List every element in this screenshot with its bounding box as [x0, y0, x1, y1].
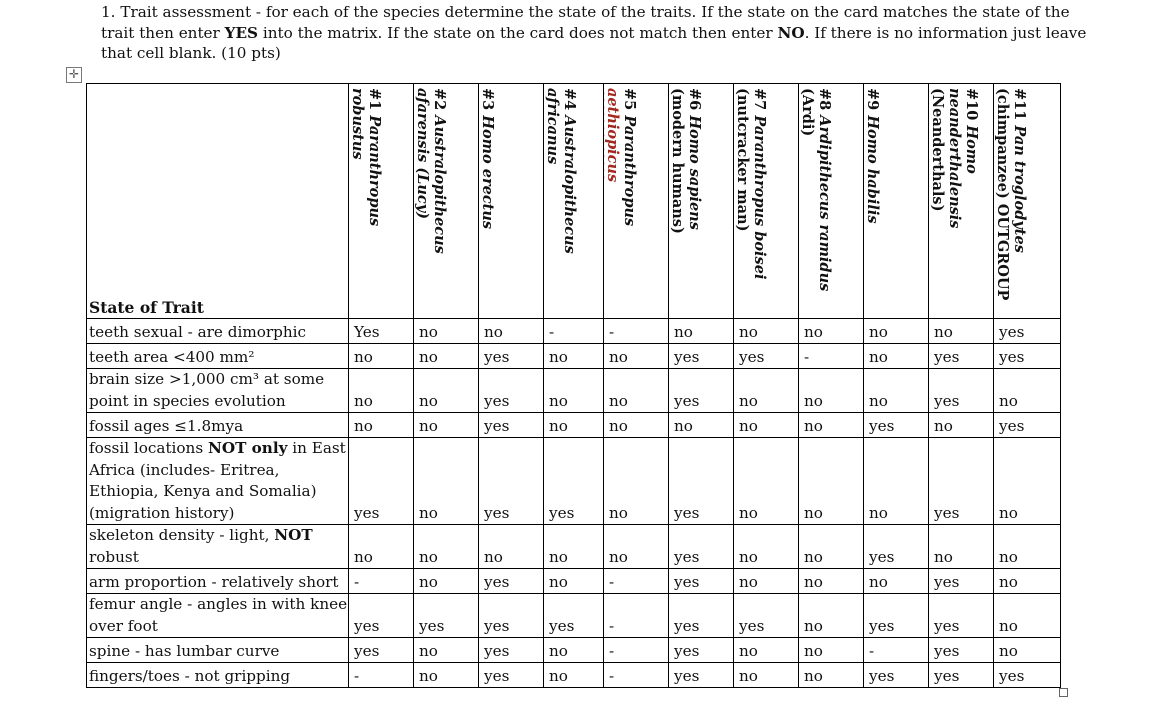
species-header-cell[interactable] — [479, 84, 544, 319]
trait-row — [87, 319, 1061, 344]
trait-row — [87, 594, 1061, 638]
matrix-cell[interactable]: no — [994, 369, 1061, 413]
species-header-label — [479, 84, 500, 314]
matrix-cell[interactable]: yes — [479, 569, 544, 594]
matrix-cell[interactable]: no — [414, 569, 479, 594]
species-id: #1 — [366, 88, 383, 111]
matrix-cell[interactable]: no — [734, 413, 799, 438]
species-header-cell[interactable] — [669, 84, 734, 319]
matrix-cell[interactable]: yes — [479, 369, 544, 413]
species-name-line: neanderthalensis — [946, 88, 963, 229]
trait-label-cell[interactable] — [87, 663, 349, 688]
species-name-line: africanus — [544, 88, 561, 165]
matrix-cell[interactable]: yes — [864, 663, 929, 688]
species-header-cell[interactable] — [604, 84, 669, 319]
matrix-cell[interactable]: no — [734, 525, 799, 569]
matrix-cell[interactable]: yes — [479, 594, 544, 638]
matrix-cell[interactable]: no — [799, 413, 864, 438]
trait-label: fossil ages ≤1.8mya — [89, 416, 244, 435]
matrix-cell[interactable]: yes — [929, 638, 994, 663]
matrix-cell[interactable]: yes — [669, 638, 734, 663]
matrix-cell[interactable]: no — [414, 525, 479, 569]
matrix-cell[interactable]: no — [734, 569, 799, 594]
species-header-label — [604, 84, 642, 314]
instructions-text-a: 1. Trait assessment - for each of the species determine the state of the traits. If the state on the card matches the state of the trait then enter — [101, 3, 1070, 42]
matrix-cell[interactable]: yes — [414, 594, 479, 638]
species-header-label — [669, 84, 707, 314]
matrix-cell[interactable]: no — [479, 525, 544, 569]
species-name-line: Ardipithecus ramidus — [816, 115, 833, 292]
species-name-line: (chimpanzee) OUTGROUP — [994, 88, 1011, 301]
instructions-text-c: . If there is no information just leave that cell blank. (10 pts) — [101, 23, 1087, 62]
matrix-cell[interactable]: - — [799, 344, 864, 369]
matrix-cell[interactable]: no — [929, 319, 994, 344]
species-header-label — [864, 84, 885, 314]
matrix-cell[interactable]: - — [604, 638, 669, 663]
matrix-cell[interactable]: no — [734, 438, 799, 525]
trait-label-cell[interactable] — [87, 413, 349, 438]
matrix-cell[interactable]: - — [604, 569, 669, 594]
trait-label-part: robust — [89, 547, 139, 566]
trait-label-cell[interactable] — [87, 594, 349, 638]
matrix-cell[interactable]: no — [799, 594, 864, 638]
matrix-cell[interactable]: no — [734, 319, 799, 344]
matrix-cell[interactable]: yes — [864, 525, 929, 569]
species-id: #4 — [561, 88, 578, 111]
instructions-yes-word: YES — [224, 23, 259, 42]
species-name-line: Pan troglodytes — [1011, 125, 1028, 253]
matrix-cell[interactable]: yes — [929, 663, 994, 688]
matrix-cell[interactable]: no — [669, 413, 734, 438]
trait-label: fingers/toes - not gripping — [89, 666, 291, 685]
matrix-cell[interactable]: - — [604, 594, 669, 638]
trait-label-cell[interactable] — [87, 569, 349, 594]
matrix-cell[interactable]: no — [544, 369, 604, 413]
matrix-cell[interactable]: no — [479, 319, 544, 344]
species-name-line: (Neanderthals) — [929, 88, 946, 212]
matrix-cell[interactable]: yes — [929, 438, 994, 525]
matrix-cell[interactable]: yes — [544, 594, 604, 638]
trait-row — [87, 569, 1061, 594]
species-name-line: afarensis (Lucy) — [414, 88, 431, 220]
matrix-cell[interactable]: yes — [994, 344, 1061, 369]
matrix-cell[interactable]: no — [994, 594, 1061, 638]
trait-label: teeth area <400 mm² — [89, 347, 255, 366]
matrix-cell[interactable]: no — [799, 638, 864, 663]
trait-label-part: fossil locations — [89, 439, 208, 457]
species-name-line: aethiopicus — [604, 88, 621, 183]
matrix-cell[interactable]: yes — [734, 344, 799, 369]
matrix-cell[interactable]: no — [604, 525, 669, 569]
trait-row — [87, 369, 1061, 413]
species-id: #3 — [479, 88, 496, 111]
matrix-cell[interactable]: yes — [349, 438, 414, 525]
species-id: #7 — [751, 88, 768, 111]
matrix-cell[interactable]: no — [414, 344, 479, 369]
matrix-cell[interactable]: no — [604, 369, 669, 413]
species-header-label — [994, 84, 1032, 314]
matrix-cell[interactable]: no — [864, 438, 929, 525]
matrix-cell[interactable]: no — [349, 525, 414, 569]
matrix-cell[interactable]: no — [799, 663, 864, 688]
species-header-label — [544, 84, 582, 314]
species-header-cell[interactable] — [414, 84, 479, 319]
trait-row — [87, 438, 1061, 525]
matrix-cell[interactable]: no — [544, 663, 604, 688]
trait-row — [87, 344, 1061, 369]
header-row — [87, 84, 1061, 319]
species-header-label — [929, 84, 984, 314]
trait-label-part: NOT only — [207, 439, 288, 457]
matrix-cell[interactable]: yes — [669, 663, 734, 688]
trait-row — [87, 663, 1061, 688]
trait-label: arm proportion - relatively short — [89, 572, 339, 591]
trait-label-cell[interactable] — [87, 638, 349, 663]
matrix-cell[interactable]: no — [734, 638, 799, 663]
matrix-cell[interactable]: no — [799, 369, 864, 413]
species-id: #11 — [1011, 88, 1028, 121]
species-name-line: Homo sapiens — [686, 115, 703, 230]
matrix-cell[interactable]: yes — [349, 594, 414, 638]
matrix-cell[interactable]: yes — [864, 594, 929, 638]
matrix-cell[interactable]: yes — [994, 413, 1061, 438]
species-id: #2 — [431, 88, 448, 111]
table-resize-handle[interactable] — [1059, 688, 1068, 697]
species-header-cell[interactable] — [864, 84, 929, 319]
species-name-line: Homo — [963, 125, 980, 174]
matrix-cell[interactable]: yes — [669, 438, 734, 525]
species-name-line: Homo habilis — [864, 115, 881, 224]
matrix-cell[interactable]: no — [799, 438, 864, 525]
species-id: #8 — [816, 88, 833, 111]
species-name-line: Homo erectus — [479, 115, 496, 230]
matrix-cell[interactable]: no — [414, 638, 479, 663]
matrix-cell[interactable]: no — [604, 413, 669, 438]
trait-row — [87, 525, 1061, 569]
species-header-cell[interactable] — [544, 84, 604, 319]
matrix-cell[interactable]: no — [994, 638, 1061, 663]
matrix-cell[interactable]: - — [864, 638, 929, 663]
matrix-cell[interactable]: no — [734, 369, 799, 413]
matrix-cell[interactable]: no — [349, 344, 414, 369]
matrix-cell[interactable]: no — [544, 344, 604, 369]
species-header-cell[interactable] — [799, 84, 864, 319]
matrix-cell[interactable]: yes — [994, 663, 1061, 688]
trait-label-part: in East Africa (includes- Eritrea, Ethiopia, Kenya and Somalia) (migration history) — [89, 439, 346, 522]
matrix-cell[interactable]: no — [349, 369, 414, 413]
matrix-cell[interactable]: no — [349, 413, 414, 438]
matrix-cell[interactable]: yes — [994, 319, 1061, 344]
instructions-no-word: NO — [777, 23, 805, 42]
trait-label-part: NOT — [274, 526, 313, 544]
matrix-cell[interactable]: yes — [544, 438, 604, 525]
matrix-cell[interactable]: no — [799, 319, 864, 344]
trait-label-cell[interactable] — [87, 525, 349, 569]
matrix-cell[interactable]: yes — [669, 344, 734, 369]
species-header-cell[interactable] — [929, 84, 994, 319]
matrix-cell[interactable]: no — [544, 413, 604, 438]
matrix-cell[interactable]: no — [864, 569, 929, 594]
species-id: #10 — [963, 88, 980, 121]
trait-label: femur angle - angles in with knee over foot — [89, 595, 348, 635]
matrix-cell[interactable]: yes — [864, 413, 929, 438]
matrix-cell[interactable]: no — [994, 525, 1061, 569]
matrix-cell[interactable]: no — [734, 663, 799, 688]
species-name-line: Paranthropus — [366, 115, 383, 227]
corner-label: State of Trait — [89, 298, 204, 317]
matrix-cell[interactable]: no — [544, 569, 604, 594]
matrix-cell[interactable]: - — [604, 663, 669, 688]
trait-label-cell[interactable] — [87, 369, 349, 413]
species-name-line: Paranthropus — [621, 115, 638, 227]
species-name-line: (nutcracker man) — [734, 88, 751, 232]
matrix-cell[interactable]: no — [604, 438, 669, 525]
species-header-label — [799, 84, 837, 314]
trait-label-cell[interactable] — [87, 438, 349, 525]
matrix-cell[interactable]: no — [994, 438, 1061, 525]
matrix-cell[interactable]: yes — [349, 638, 414, 663]
trait-label: brain size >1,000 cm³ at some point in species evolution — [89, 370, 325, 410]
trait-row — [87, 413, 1061, 438]
table-move-handle-icon[interactable]: ✛ — [66, 67, 82, 83]
matrix-cell[interactable]: - — [604, 319, 669, 344]
instructions-text-b: into the matrix. If the state on the card does not match then enter — [258, 23, 778, 42]
matrix-cell[interactable]: no — [669, 319, 734, 344]
matrix-cell[interactable]: no — [414, 413, 479, 438]
species-header-label — [734, 84, 772, 314]
matrix-cell[interactable]: - — [544, 319, 604, 344]
matrix-cell[interactable]: no — [544, 638, 604, 663]
matrix-cell[interactable]: yes — [669, 525, 734, 569]
species-header-label — [414, 84, 452, 314]
species-name-line: Paranthropus boisei — [751, 115, 768, 280]
trait-label-cell[interactable] — [87, 344, 349, 369]
matrix-cell[interactable]: yes — [669, 594, 734, 638]
species-name-line: Australopithecus — [561, 115, 578, 254]
species-header-label — [349, 84, 387, 314]
matrix-cell[interactable]: no — [414, 369, 479, 413]
species-header-cell[interactable] — [349, 84, 414, 319]
instructions-paragraph — [101, 2, 1101, 64]
matrix-cell[interactable]: no — [864, 344, 929, 369]
trait-label: spine - has lumbar curve — [89, 641, 280, 660]
species-id: #5 — [621, 88, 638, 111]
corner-cell[interactable] — [87, 84, 349, 319]
matrix-cell[interactable]: yes — [734, 594, 799, 638]
matrix-cell[interactable]: no — [864, 319, 929, 344]
species-name-line: (modern humans) — [669, 88, 686, 234]
matrix-cell[interactable]: yes — [929, 594, 994, 638]
matrix-cell[interactable]: yes — [479, 344, 544, 369]
matrix-cell[interactable]: no — [994, 569, 1061, 594]
matrix-cell[interactable]: yes — [479, 663, 544, 688]
trait-label: teeth sexual - are dimorphic — [89, 322, 307, 341]
matrix-cell[interactable]: yes — [479, 438, 544, 525]
matrix-cell[interactable]: yes — [929, 369, 994, 413]
matrix-cell[interactable]: no — [799, 525, 864, 569]
species-name-line: (Ardi) — [799, 88, 816, 137]
matrix-cell[interactable]: yes — [929, 344, 994, 369]
species-name-line: robustus — [349, 88, 366, 160]
matrix-cell[interactable]: yes — [669, 569, 734, 594]
matrix-cell[interactable]: yes — [479, 638, 544, 663]
matrix-cell[interactable]: yes — [669, 369, 734, 413]
matrix-cell[interactable]: no — [929, 525, 994, 569]
matrix-cell[interactable]: Yes — [349, 319, 414, 344]
matrix-cell[interactable]: - — [349, 569, 414, 594]
species-header-cell[interactable] — [994, 84, 1061, 319]
matrix-cell[interactable]: no — [604, 344, 669, 369]
matrix-cell[interactable]: - — [349, 663, 414, 688]
matrix-cell[interactable]: no — [799, 569, 864, 594]
trait-label-part: skeleton density - light, — [89, 526, 275, 544]
matrix-cell[interactable]: yes — [929, 569, 994, 594]
matrix-cell[interactable]: no — [929, 413, 994, 438]
trait-label-cell[interactable] — [87, 319, 349, 344]
matrix-cell[interactable]: no — [414, 438, 479, 525]
matrix-cell[interactable]: no — [414, 663, 479, 688]
species-header-cell[interactable] — [734, 84, 799, 319]
matrix-cell[interactable]: yes — [479, 413, 544, 438]
species-id: #9 — [864, 88, 881, 111]
matrix-cell[interactable]: no — [864, 369, 929, 413]
species-id: #6 — [686, 88, 703, 111]
trait-row — [87, 638, 1061, 663]
matrix-cell[interactable]: no — [414, 319, 479, 344]
species-name-line: Australopithecus — [431, 115, 448, 254]
trait-matrix-table — [86, 83, 1061, 688]
matrix-cell[interactable]: no — [544, 525, 604, 569]
